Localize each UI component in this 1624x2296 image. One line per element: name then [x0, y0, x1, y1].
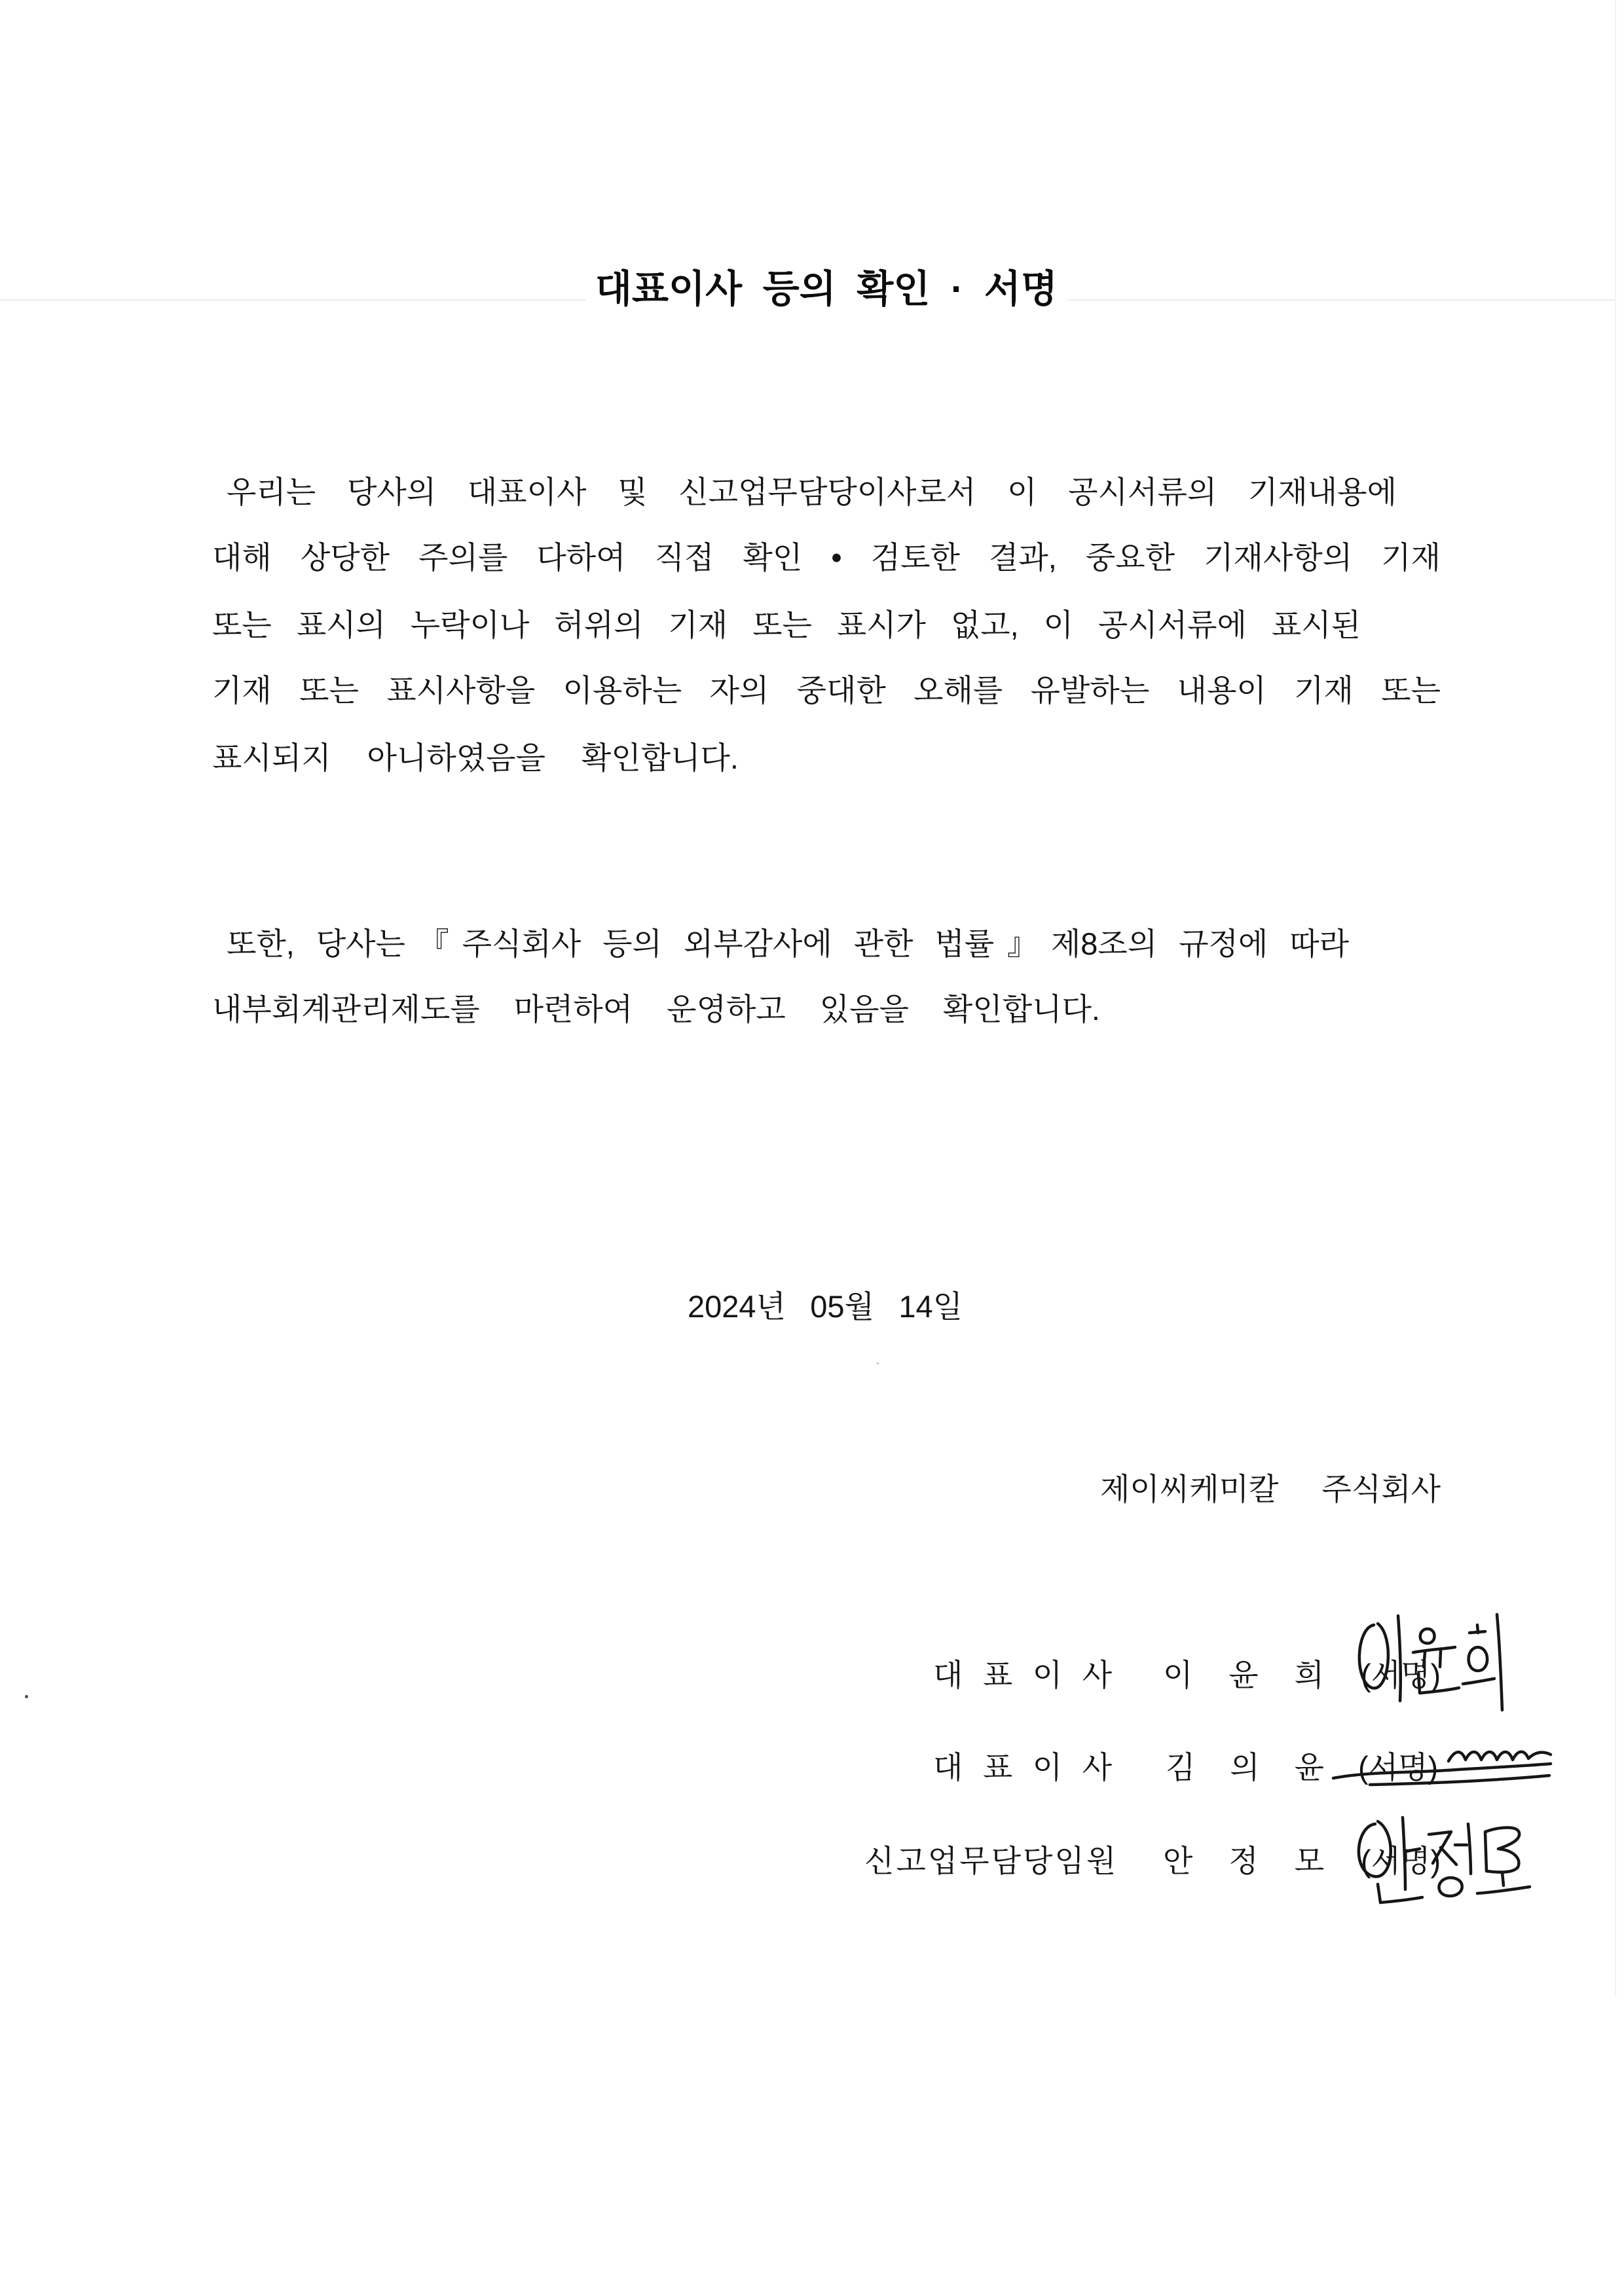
paragraph-line: 기재 또는 표시사항을 이용하는 자의 중대한 오해를 유발하는 내용이 기재 또는 [212, 673, 1441, 708]
scan-artifact-line [1067, 299, 1615, 301]
paragraph-line: 또한, 당사는『주식회사 등의 외부감사에 관한 법률』제8조의 규정에 따라 [227, 926, 1349, 961]
signatory-role: 신고업무담당임원 [864, 1844, 1118, 1878]
signatory-role: 대 표 이 사 [933, 1750, 1112, 1785]
signature-layer [1310, 1597, 1585, 1925]
paragraph-line: 내부회계관리제도를 마련하여 운영하고 있음을 확인합니다. [212, 992, 1100, 1027]
document-date: 2024년 05월 14일 [688, 1289, 963, 1324]
signatory-role: 대 표 이 사 [933, 1658, 1112, 1692]
signatory-name: 김 의 윤 [1166, 1750, 1324, 1785]
paragraph-line: 또는 표시의 누락이나 허위의 기재 또는 표시가 없고, 이 공시서류에 표시된 [212, 608, 1361, 642]
company-name: 제이씨케미칼 주식회사 [1100, 1472, 1441, 1506]
document-title: 대표이사 등의 확인 · 서명 [595, 268, 1058, 310]
signatory-name: 안 정 모 [1163, 1844, 1324, 1878]
scan-artifact-line [0, 299, 586, 301]
scan-artifact-edge [1615, 0, 1616, 1997]
paragraph-line: 대해 상당한 주의를 다하여 직접 확인 • 검토한 결과, 중요한 기재사항의 기재 [212, 540, 1441, 575]
handwritten-signature-3 [1359, 1817, 1530, 1903]
signature-label: (서명) [1361, 1658, 1441, 1692]
scan-artifact-dot [25, 1695, 28, 1698]
paragraph-line: 우리는 당사의 대표이사 및 신고업무담당이사로서 이 공시서류의 기재내용에 [227, 475, 1397, 509]
signature-label: (서명) [1358, 1750, 1439, 1785]
paragraph-line: 표시되지 아니하였음을 확인합니다. [212, 740, 739, 775]
handwritten-signature-2 [1333, 1752, 1551, 1785]
scan-artifact-dot [877, 1362, 879, 1364]
handwritten-signature-1 [1359, 1614, 1502, 1710]
signature-label: (서명) [1361, 1844, 1441, 1878]
signatory-name: 이 윤 희 [1163, 1658, 1324, 1692]
